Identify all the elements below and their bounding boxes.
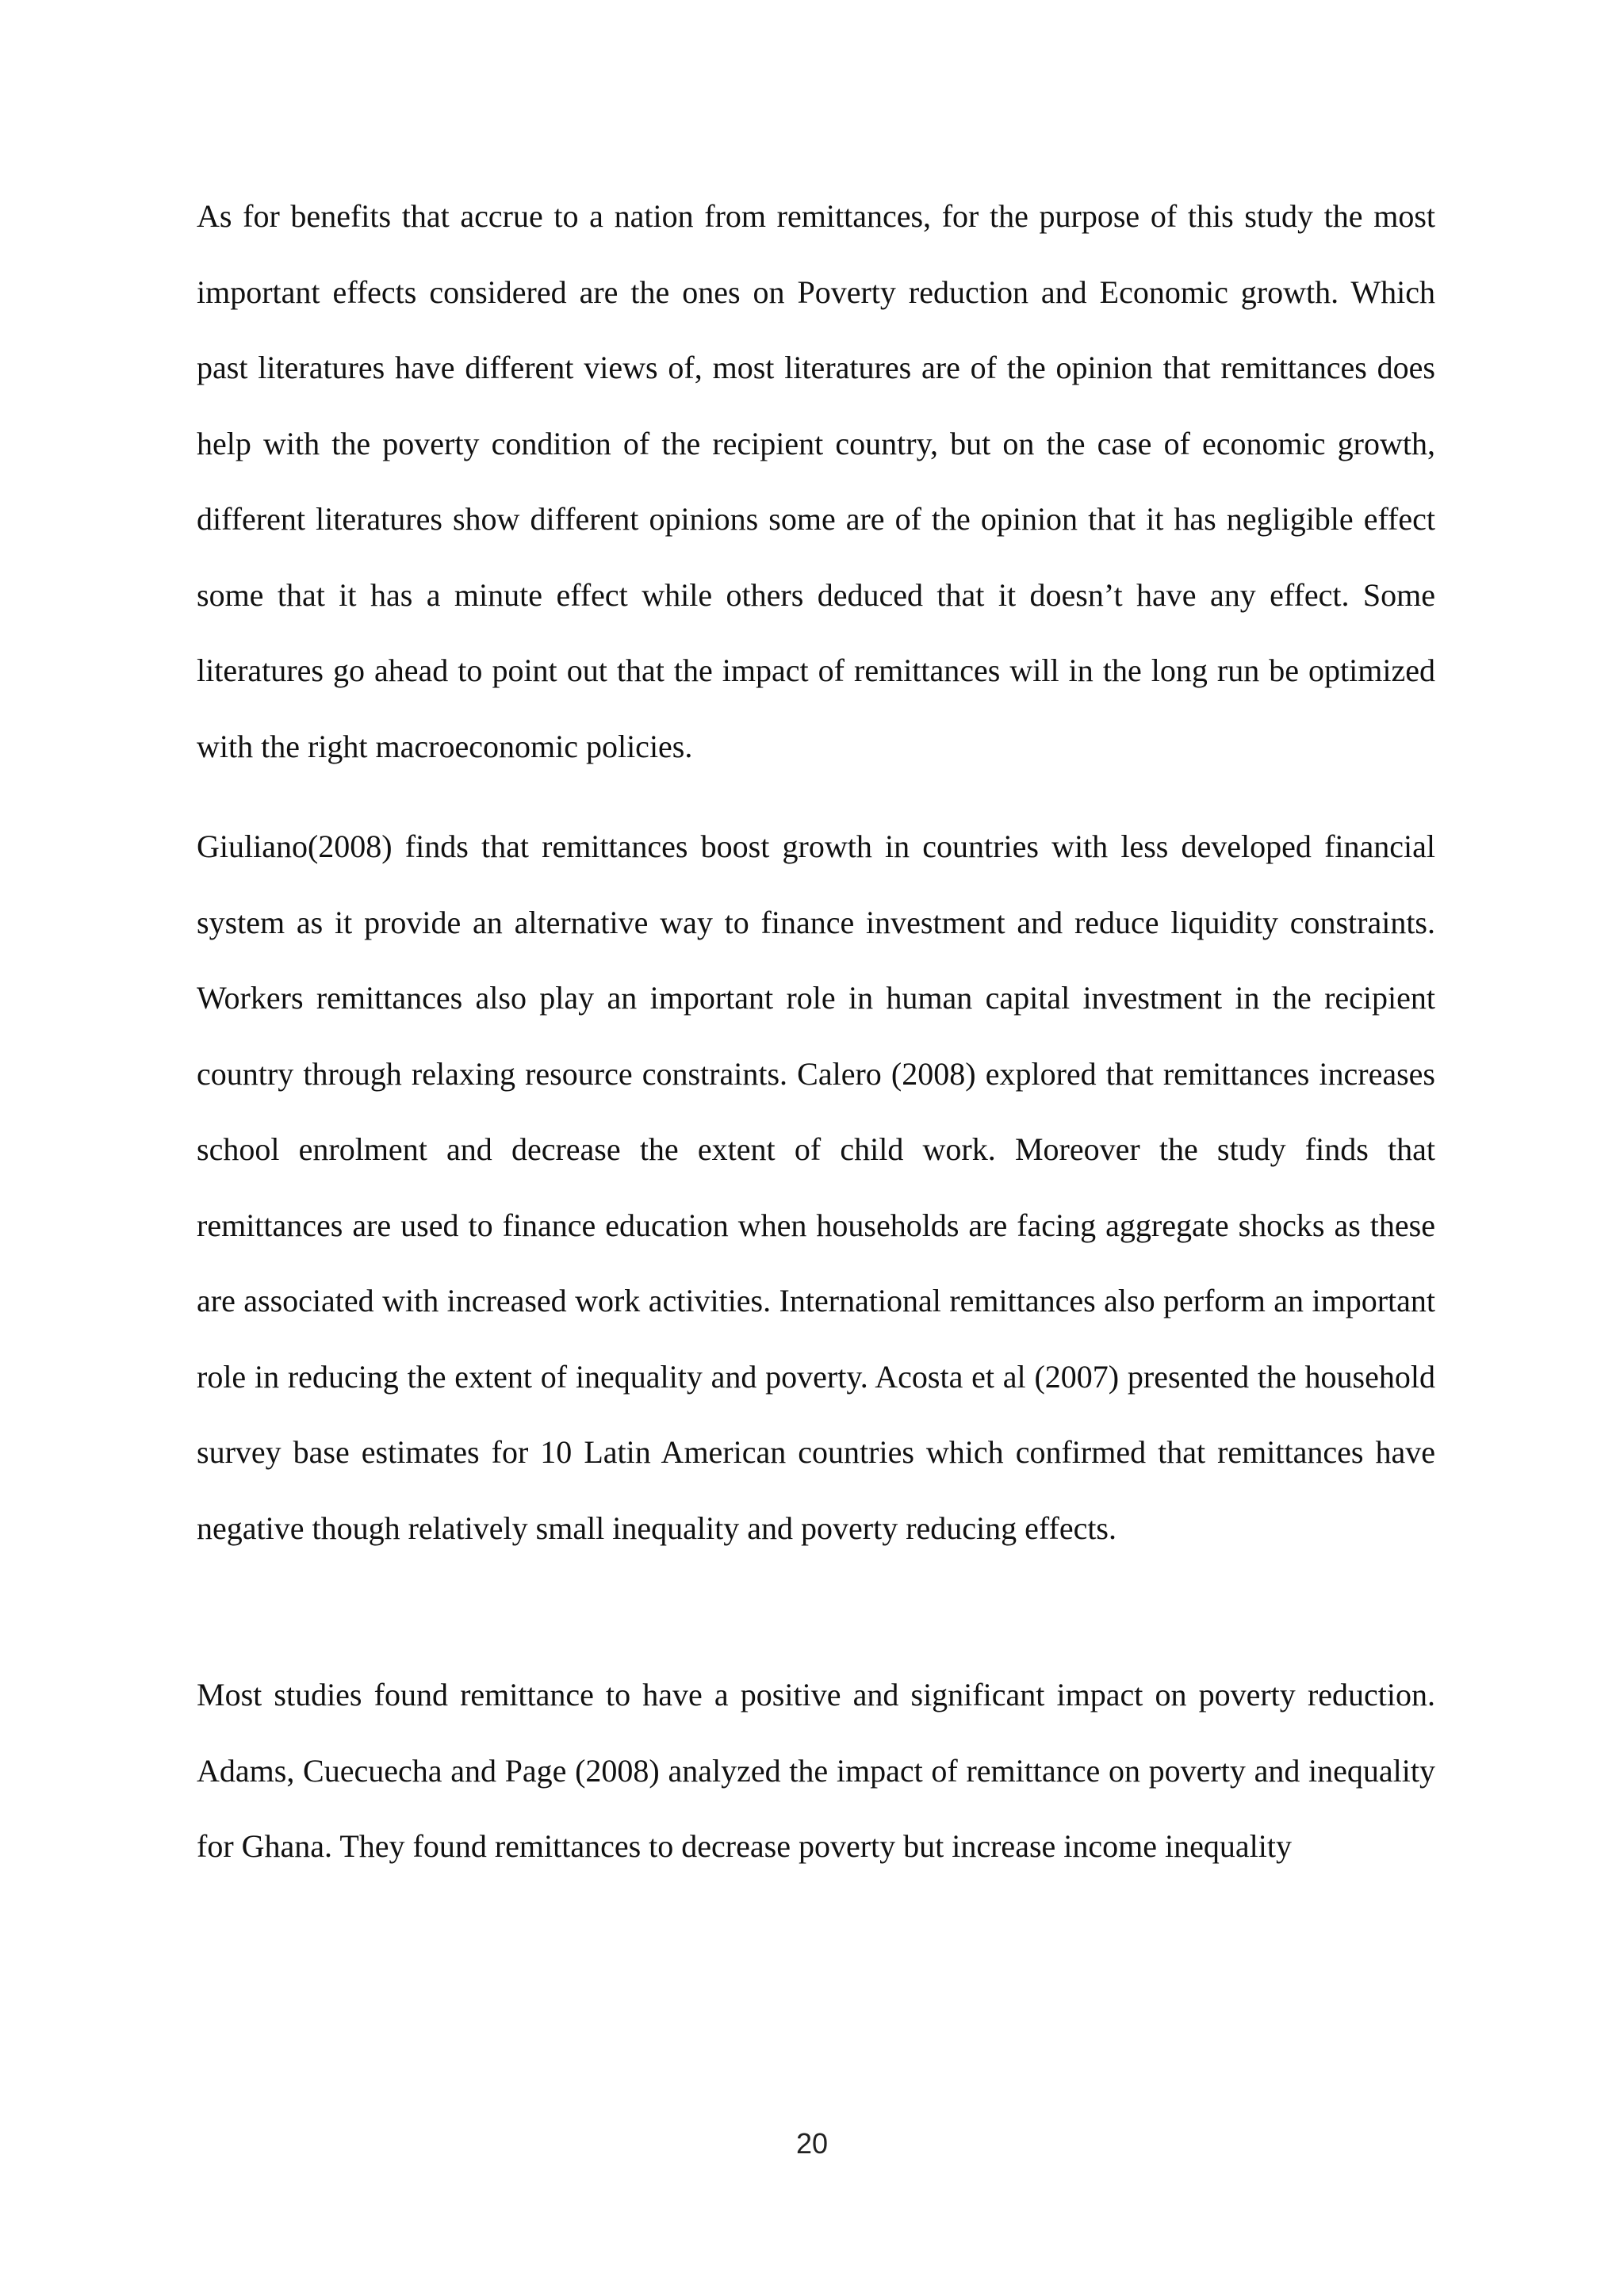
paragraph-giuliano-findings: Giuliano(2008) finds that remittances boost growth in countries with less developed financial system as it provide an alternative way to finance investment and reduce liquidity constraints. Workers remittances also play an important role in human capital investment in the recipient country through relaxing resource constraints. Calero (2008) explored that remittances increases school enrolment and decrease the extent of child work. Moreover the study finds that remittances are used to finance education when households are facing aggregate shocks as these are associated with increased work activities. International remittances also perform an important role in reducing the extent of inequality and poverty. Acosta et al (2007) presented the household survey base estimates for 10 Latin American countries which confirmed that remittances have negative though relatively small inequality and poverty reducing effects. [197,828,1435,1546]
paragraph-remittance-benefits: As for benefits that accrue to a nation from remittances, for the purpose of this study the most important effects considered are the ones on Poverty reduction and Economic growth. Which past literatures have different views of, most literatures are of the opinion that remittances does help with the poverty condition of the recipient country, but on the case of economic growth, different literatures show different opinions some are of the opinion that it has negligible effect some that it has a minute effect while others deduced that it doesn’t have any effect. Some literatures go ahead to point out that the impact of remittances will in the long run be optimized with the right macroeconomic policies. [197,198,1435,764]
page-number: 20 [795,2127,829,2160]
paragraph-poverty-reduction: Most studies found remittance to have a positive and significant impact on poverty reduction. Adams, Cuecuecha and Page (2008) analyzed the impact of remittance on poverty and inequality for Ghana. They found remittances to decrease poverty but increase income inequality [197,1677,1435,1864]
